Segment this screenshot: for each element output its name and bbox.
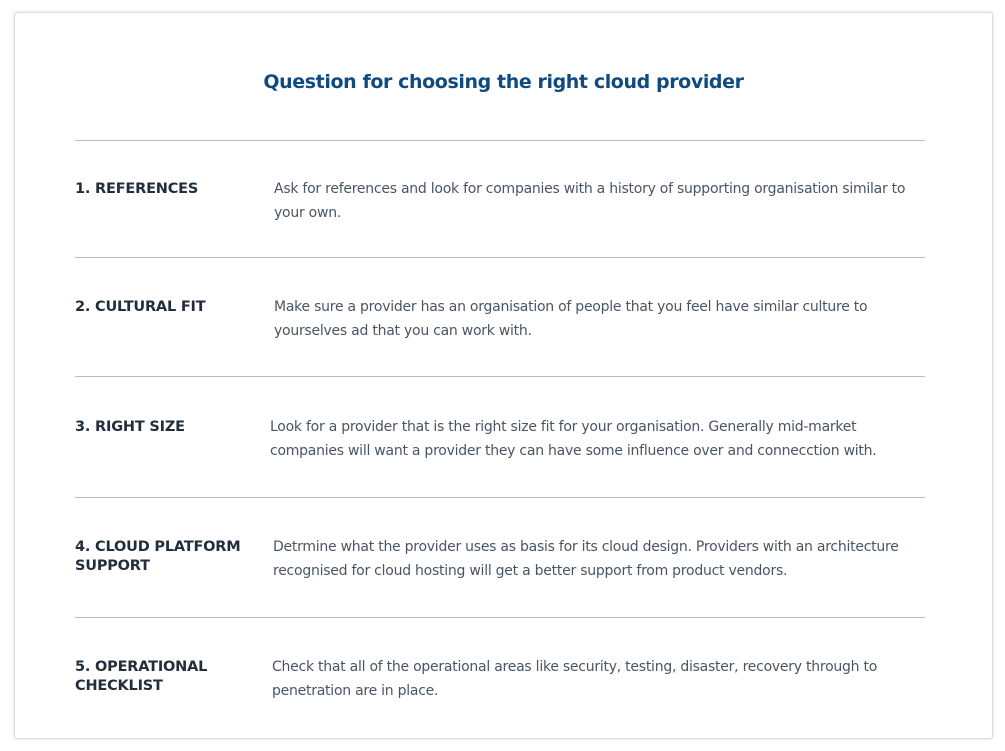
- item-description: Check that all of the operational areas like security, testing, disaster, recovery through to penetration are in place.: [272, 659, 878, 699]
- item-description: Make sure a provider has an organisation of people that you feel have similar culture to yourselves ad that you can work with.: [274, 299, 868, 339]
- content-card: [14, 12, 993, 739]
- divider: [75, 140, 925, 141]
- divider: [75, 497, 925, 498]
- divider: [75, 617, 925, 618]
- page-title: Question for choosing the right cloud provider: [263, 71, 744, 93]
- item-heading: 3. RIGHT SIZE: [75, 419, 185, 435]
- item-description: Ask for references and look for companies with a history of supporting organisation similar to your own.: [274, 181, 906, 221]
- item-description: Detrmine what the provider uses as basis for its cloud design. Providers with an architecture recognised for cloud hosting will get a better support from product vendors.: [273, 539, 899, 579]
- item-heading: 2. CULTURAL FIT: [75, 299, 206, 315]
- item-heading: 1. REFERENCES: [75, 181, 199, 197]
- item-heading: 4. CLOUD PLATFORM SUPPORT: [75, 539, 241, 574]
- divider: [75, 257, 925, 258]
- item-heading: 5. OPERATIONAL CHECKLIST: [75, 659, 208, 694]
- divider: [75, 376, 925, 377]
- item-description: Look for a provider that is the right size fit for your organisation. Generally mid-market companies will want a provider they can have some influence over and connecction with.: [270, 419, 877, 459]
